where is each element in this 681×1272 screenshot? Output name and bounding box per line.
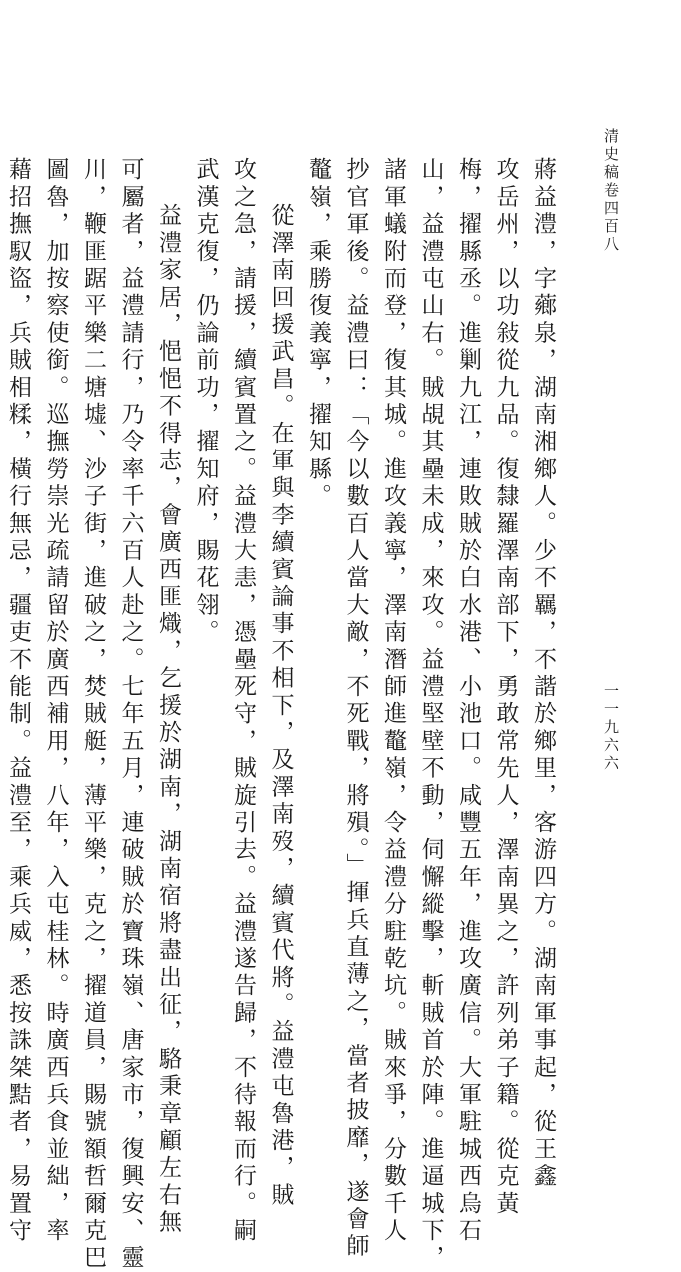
text-column: 川，鞭匪踞平樂二塘墟、沙子街，進破之，焚賊艇，薄平樂，克之，擢道員，賜號額哲爾克巴 <box>80 157 106 1272</box>
text-column: 梅，擢縣丞。進剿九江，連敗賊於白水港、小池口。咸豐五年，進攻廣信。大軍駐城西烏石 <box>455 157 481 1245</box>
text-column: 藉招撫馭盜，兵賊相糅，橫行無忌，疆吏不能制。益澧至，乘兵威，悉按誅桀黠者，易置守 <box>5 157 31 1245</box>
text-column: 攻之急，請援，續賓置之。益澧大恚，憑壘死守，賊旋引去。益澧遂告歸，不待報而行。嗣 <box>230 157 256 1245</box>
text-column: 可屬者，益澧請行，乃令率千六百人赴之。七年五月，連破賊於寶珠嶺、唐家市，復興安、靈 <box>117 157 144 1272</box>
text-column: 諸軍蟻附而登，復其城。進攻義寧，澤南潛師進鼇嶺，令益澧分駐乾坑。賊來爭，分數千人 <box>380 157 406 1245</box>
text-column: 蔣益澧，字薌泉，湖南湘鄉人。少不羈，不諧於鄉里，客游四方。湖南軍事起，從王鑫 <box>530 157 556 1191</box>
text-column: 從澤南回援武昌。在軍與李續賓論事不相下，及澤南歿，續賓代將。益澧屯魯港，賊 <box>267 203 294 1210</box>
running-header-title: 清史稿卷四百八 <box>602 128 620 254</box>
body-text <box>0 157 561 1272</box>
text-column: 山，益澧屯山右。賊覘其壘未成，來攻。益澧堅壁不動，伺懈縱擊，斬賊首於陣。進逼城下， <box>417 157 444 1272</box>
text-column: 抄官軍後。益澧曰：「今以數百人當大敵，不死戰，將殞。」揮兵直薄之，當者披靡，遂會師 <box>342 157 369 1261</box>
text-column: 鼇嶺，乘勝復義寧，擢知縣。 <box>305 157 331 511</box>
page-number: 一一九六六 <box>602 683 620 773</box>
text-column: 攻岳州，以功敍從九品。復隸羅澤南部下，勇敢常先人，澤南異之，許列弟子籍。從克黃 <box>492 157 519 1218</box>
text-column: 武漢克復，仍論前功，擢知府，賜花翎。 <box>192 157 219 647</box>
text-column: 圖魯，加按察使銜。巡撫勞崇光疏請留於廣西補用，八年，入屯桂林。時廣西兵食並絀，率 <box>42 157 69 1245</box>
text-column: 益澧家居，悒悒不得志，會廣西匪熾，乞援於湖南，湖南宿將盡出征，駱秉章顧左右無 <box>155 203 181 1237</box>
